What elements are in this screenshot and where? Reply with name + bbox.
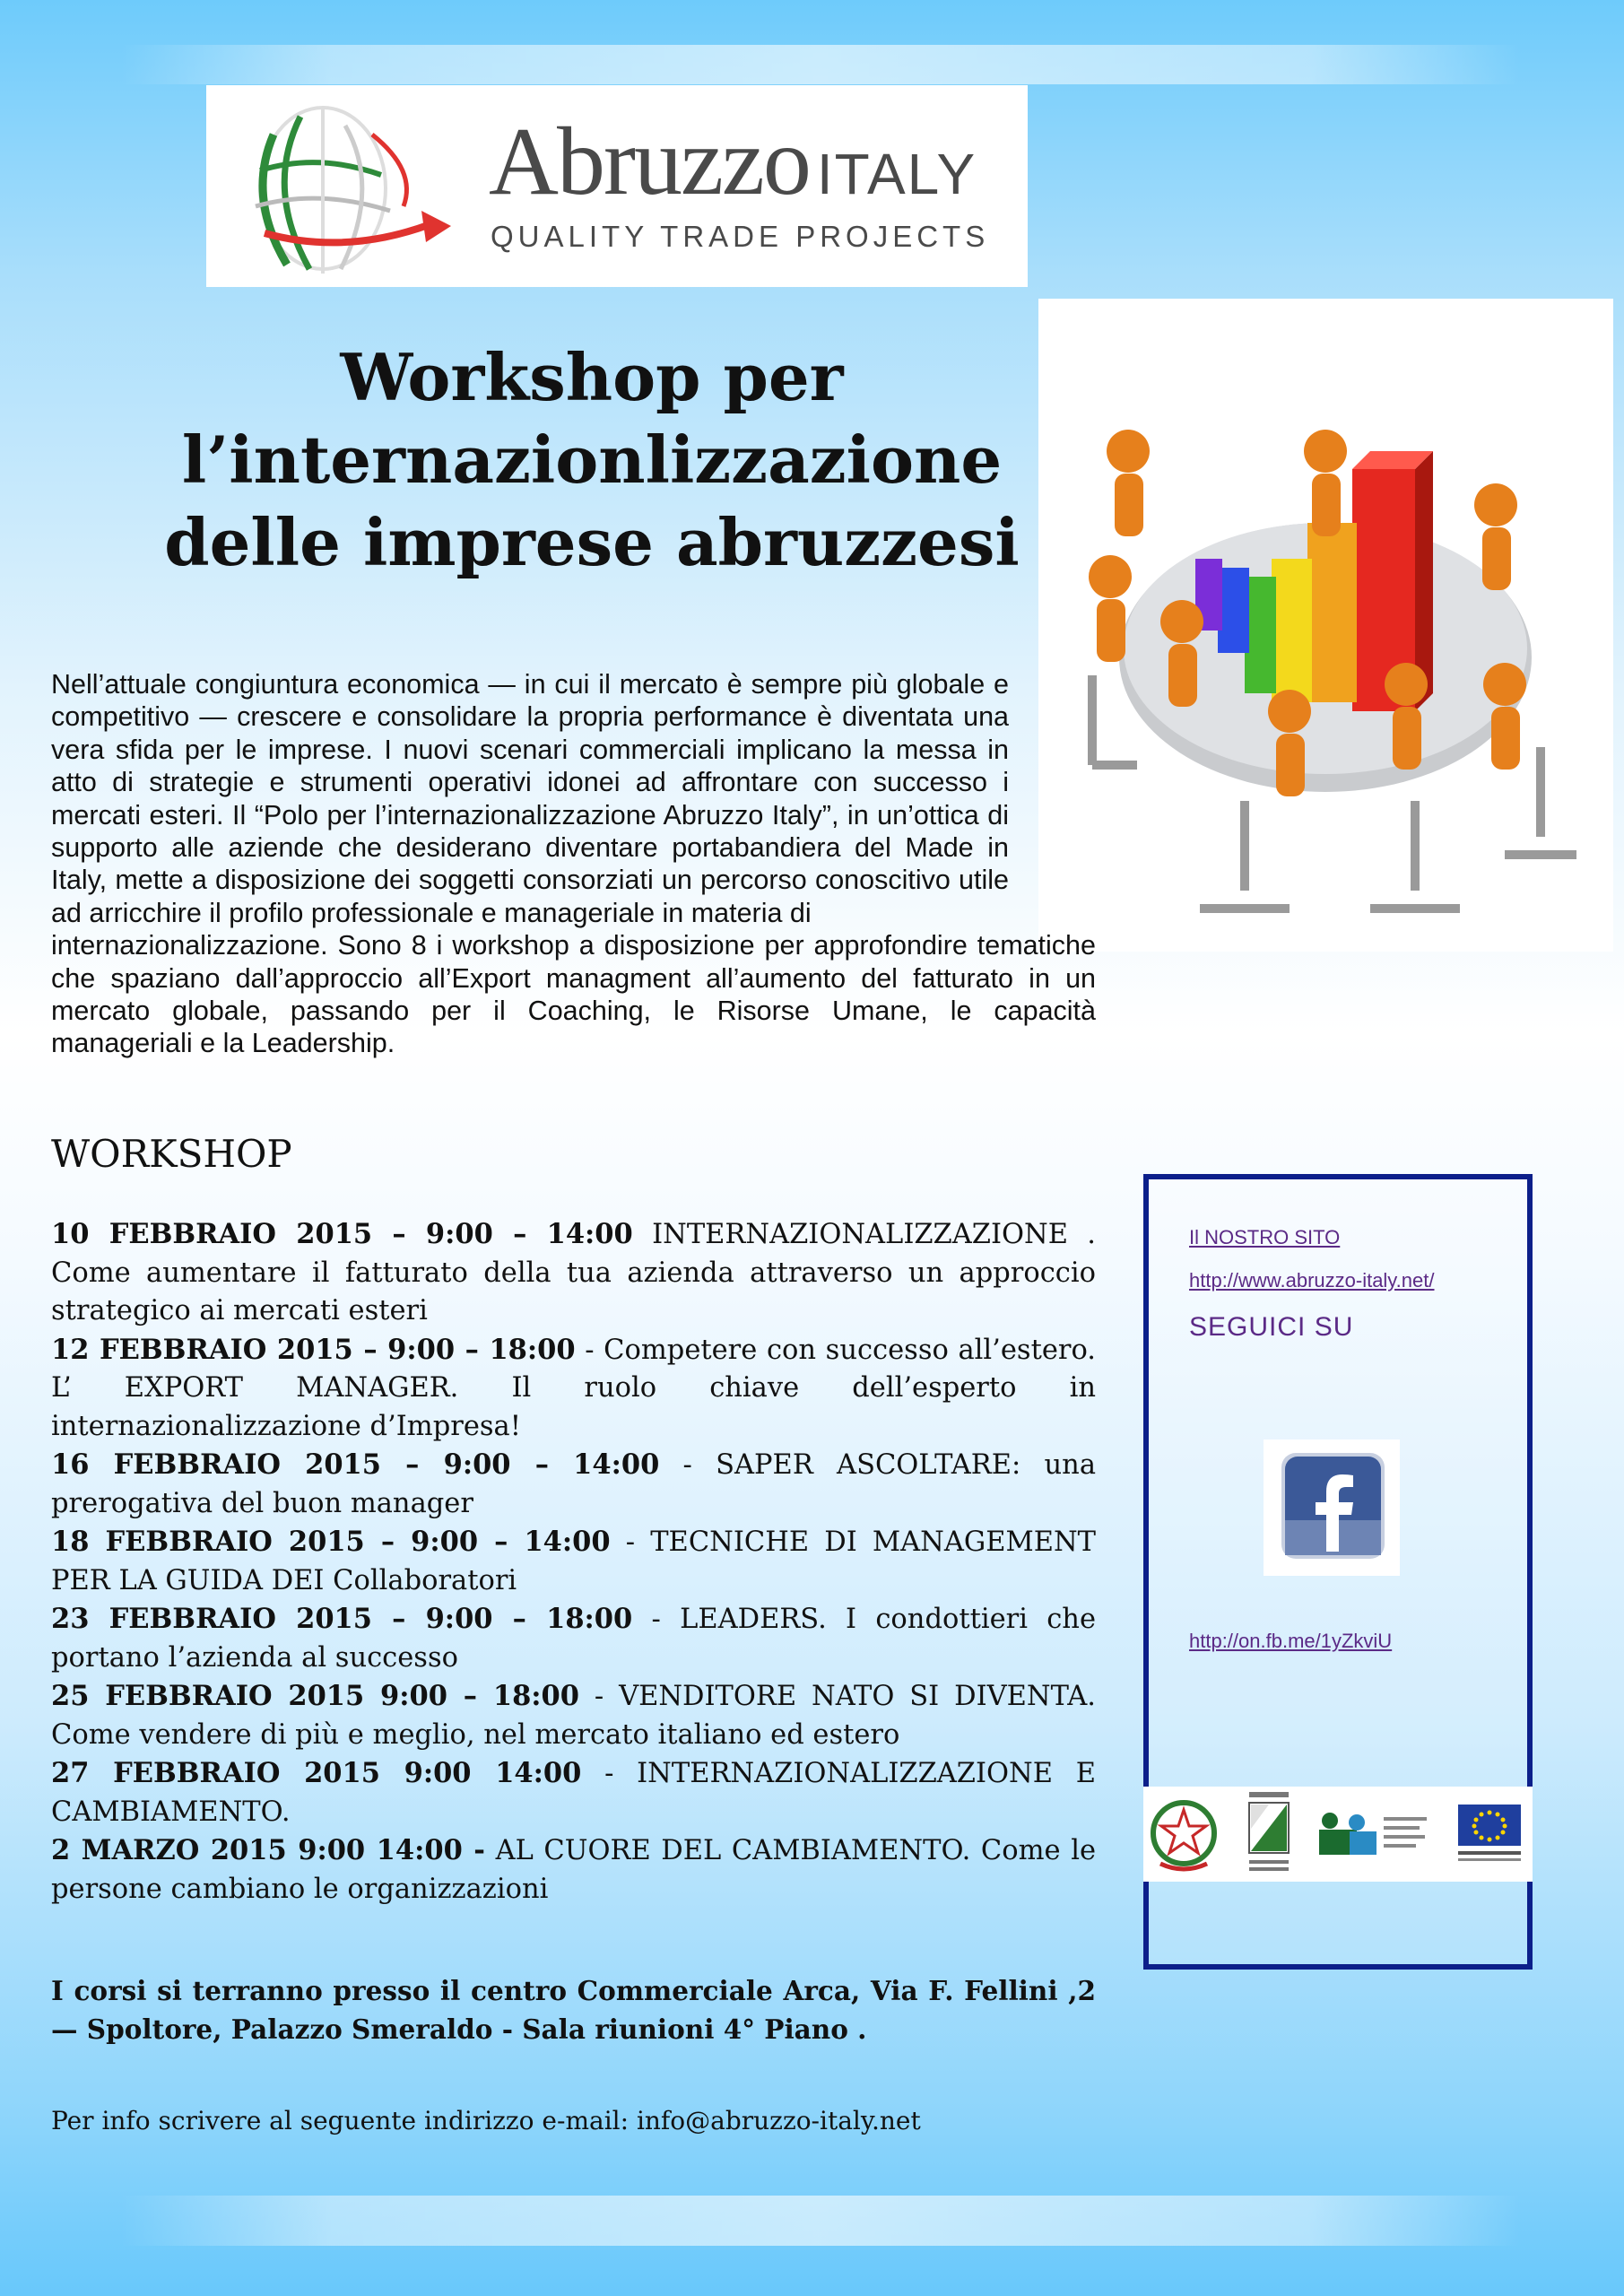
workshop-description: - VENDITORE NATO SI DIVENTA. Come vendere di più e meglio, nel mercato italiano ed estero — [51, 1681, 1096, 1751]
abruzzo-italy-logo — [206, 85, 1028, 287]
workshop-item — [51, 1523, 1096, 1600]
workshop-description: - TECNICHE DI MANAGEMENT PER LA GUIDA DEI Collaboratori — [51, 1526, 1097, 1596]
puzzle-partner-logo-icon — [1314, 1805, 1430, 1864]
workshop-date: 16 FEBBRAIO 2015 – 9:00 – 14:00 — [51, 1448, 660, 1481]
facebook-url-link[interactable]: http://on.fb.me/1yZkviU — [1189, 1630, 1393, 1652]
contact-info: Per info scrivere al seguente indirizzo e-mail: info@abruzzo-italy.net — [51, 2106, 921, 2135]
workshop-list — [51, 1215, 1096, 1909]
logo-brand-text: Abruzzo ITALY — [489, 109, 977, 215]
workshop-date: 18 FEBBRAIO 2015 – 9:00 – 14:00 — [51, 1526, 611, 1558]
workshop-date: 23 FEBBRAIO 2015 – 9:00 – 18:00 — [51, 1603, 633, 1635]
workshop-item — [51, 1600, 1096, 1677]
regione-abruzzo-emblem-icon — [1233, 1788, 1305, 1878]
title-line-3: delle imprese abruzzesi — [164, 504, 1020, 580]
logo-tagline: QUALITY TRADE PROJECTS — [491, 220, 990, 253]
workshop-item — [51, 1215, 1096, 1331]
workshop-item — [51, 1446, 1096, 1523]
business-meeting-illustration — [1038, 299, 1613, 952]
venue-info: I corsi si terranno presso il centro Commerciale Arca, Via F. Fellini ,2— Spoltore, Palazzo Smeraldo - Sala riunioni 4° Piano . — [51, 1975, 1096, 2045]
workshop-item — [51, 1331, 1096, 1447]
facebook-button[interactable] — [1264, 1439, 1400, 1576]
european-union-flag-icon — [1453, 1801, 1526, 1867]
page-title — [135, 336, 1049, 584]
workshop-description: - LEADERS. I condottieri che portano l’azienda al successo — [51, 1604, 1097, 1674]
bottom-decorative-band — [121, 2196, 1520, 2246]
facebook-icon — [1264, 1439, 1400, 1576]
workshop-item — [51, 1677, 1096, 1754]
workshop-heading: WORKSHOP — [51, 1132, 292, 1176]
intro-text-part-2: internazionalizzazione. Sono 8 i workshop a disposizione per approfondire tematiche che spaziano dall’approccio all’Export managment all’aumento del fatturato in un mercato globale, passando per il Coaching, le Risorse Umane, le capacità manageriali e la Leadership. — [51, 930, 1096, 1059]
workshop-date: 25 FEBBRAIO 2015 9:00 – 18:00 — [51, 1680, 579, 1712]
globe-logo-icon — [238, 99, 453, 278]
intro-text-part-1: Nell’attuale congiuntura economica — in cui il mercato è sempre più globale e competitivo — crescere e consolidare la propria performance è diventata una vera sfida per le imprese. I nuovi scenari commerciali implicano la messa in atto di strategie e strumenti operativi idonei ad affrontare con successo i mercati esteri. Il “Polo per l’internazionalizzazione Abruzzo Italy”, in un’ottica di supporto alle aziende che desiderano diventare portabandiera del Made in Italy, mette a disposizione dei soggetti consorziati un percorso conoscitivo utile ad arricchire il profilo professionale e manageriale in materia di — [51, 669, 1009, 928]
workshop-date: 27 FEBBRAIO 2015 9:00 14:00 — [51, 1757, 582, 1789]
title-line-2: l’internazionlizzazione — [181, 422, 1003, 498]
workshop-date: 12 FEBBRAIO 2015 – 9:00 – 18:00 — [51, 1333, 576, 1366]
website-url-link[interactable]: http://www.abruzzo-italy.net/ — [1189, 1269, 1435, 1292]
title-line-1: Workshop per — [340, 339, 844, 415]
workshop-description: - SAPER ASCOLTARE: una prerogativa del buon manager — [51, 1449, 1097, 1519]
workshop-description: INTERNAZIONALIZZAZIONE . Come aumentare il fatturato della tua azienda attraverso un approccio strategico ai mercati esteri — [51, 1219, 1096, 1326]
workshop-description: - Competere con successo all’estero. L’ EXPORT MANAGER. Il ruolo chiave dell’esperto in internazionalizzazione d’Impresa! — [51, 1334, 1096, 1442]
workshop-date: 10 FEBBRAIO 2015 – 9:00 – 14:00 — [51, 1218, 633, 1250]
follow-us-label: SEGUICI SU — [1189, 1312, 1354, 1342]
workshop-date: 2 MARZO 2015 9:00 14:00 - — [51, 1834, 485, 1866]
our-site-link[interactable]: Il NOSTRO SITO — [1189, 1226, 1341, 1248]
meeting-table-chart-icon — [1038, 299, 1613, 952]
social-sidebar — [1143, 1174, 1533, 1970]
top-decorative-band — [121, 45, 1520, 84]
workshop-description: AL CUORE DEL CAMBIAMENTO. Come le persone cambiano le organizzazioni — [51, 1835, 1096, 1905]
intro-paragraph — [51, 668, 1096, 1060]
workshop-item — [51, 1754, 1096, 1831]
italian-republic-emblem-icon — [1147, 1794, 1220, 1874]
workshop-item — [51, 1831, 1096, 1909]
workshop-description: - INTERNAZIONALIZZAZIONE E CAMBIAMENTO. — [51, 1758, 1097, 1828]
partner-logos-strip — [1143, 1787, 1533, 1882]
